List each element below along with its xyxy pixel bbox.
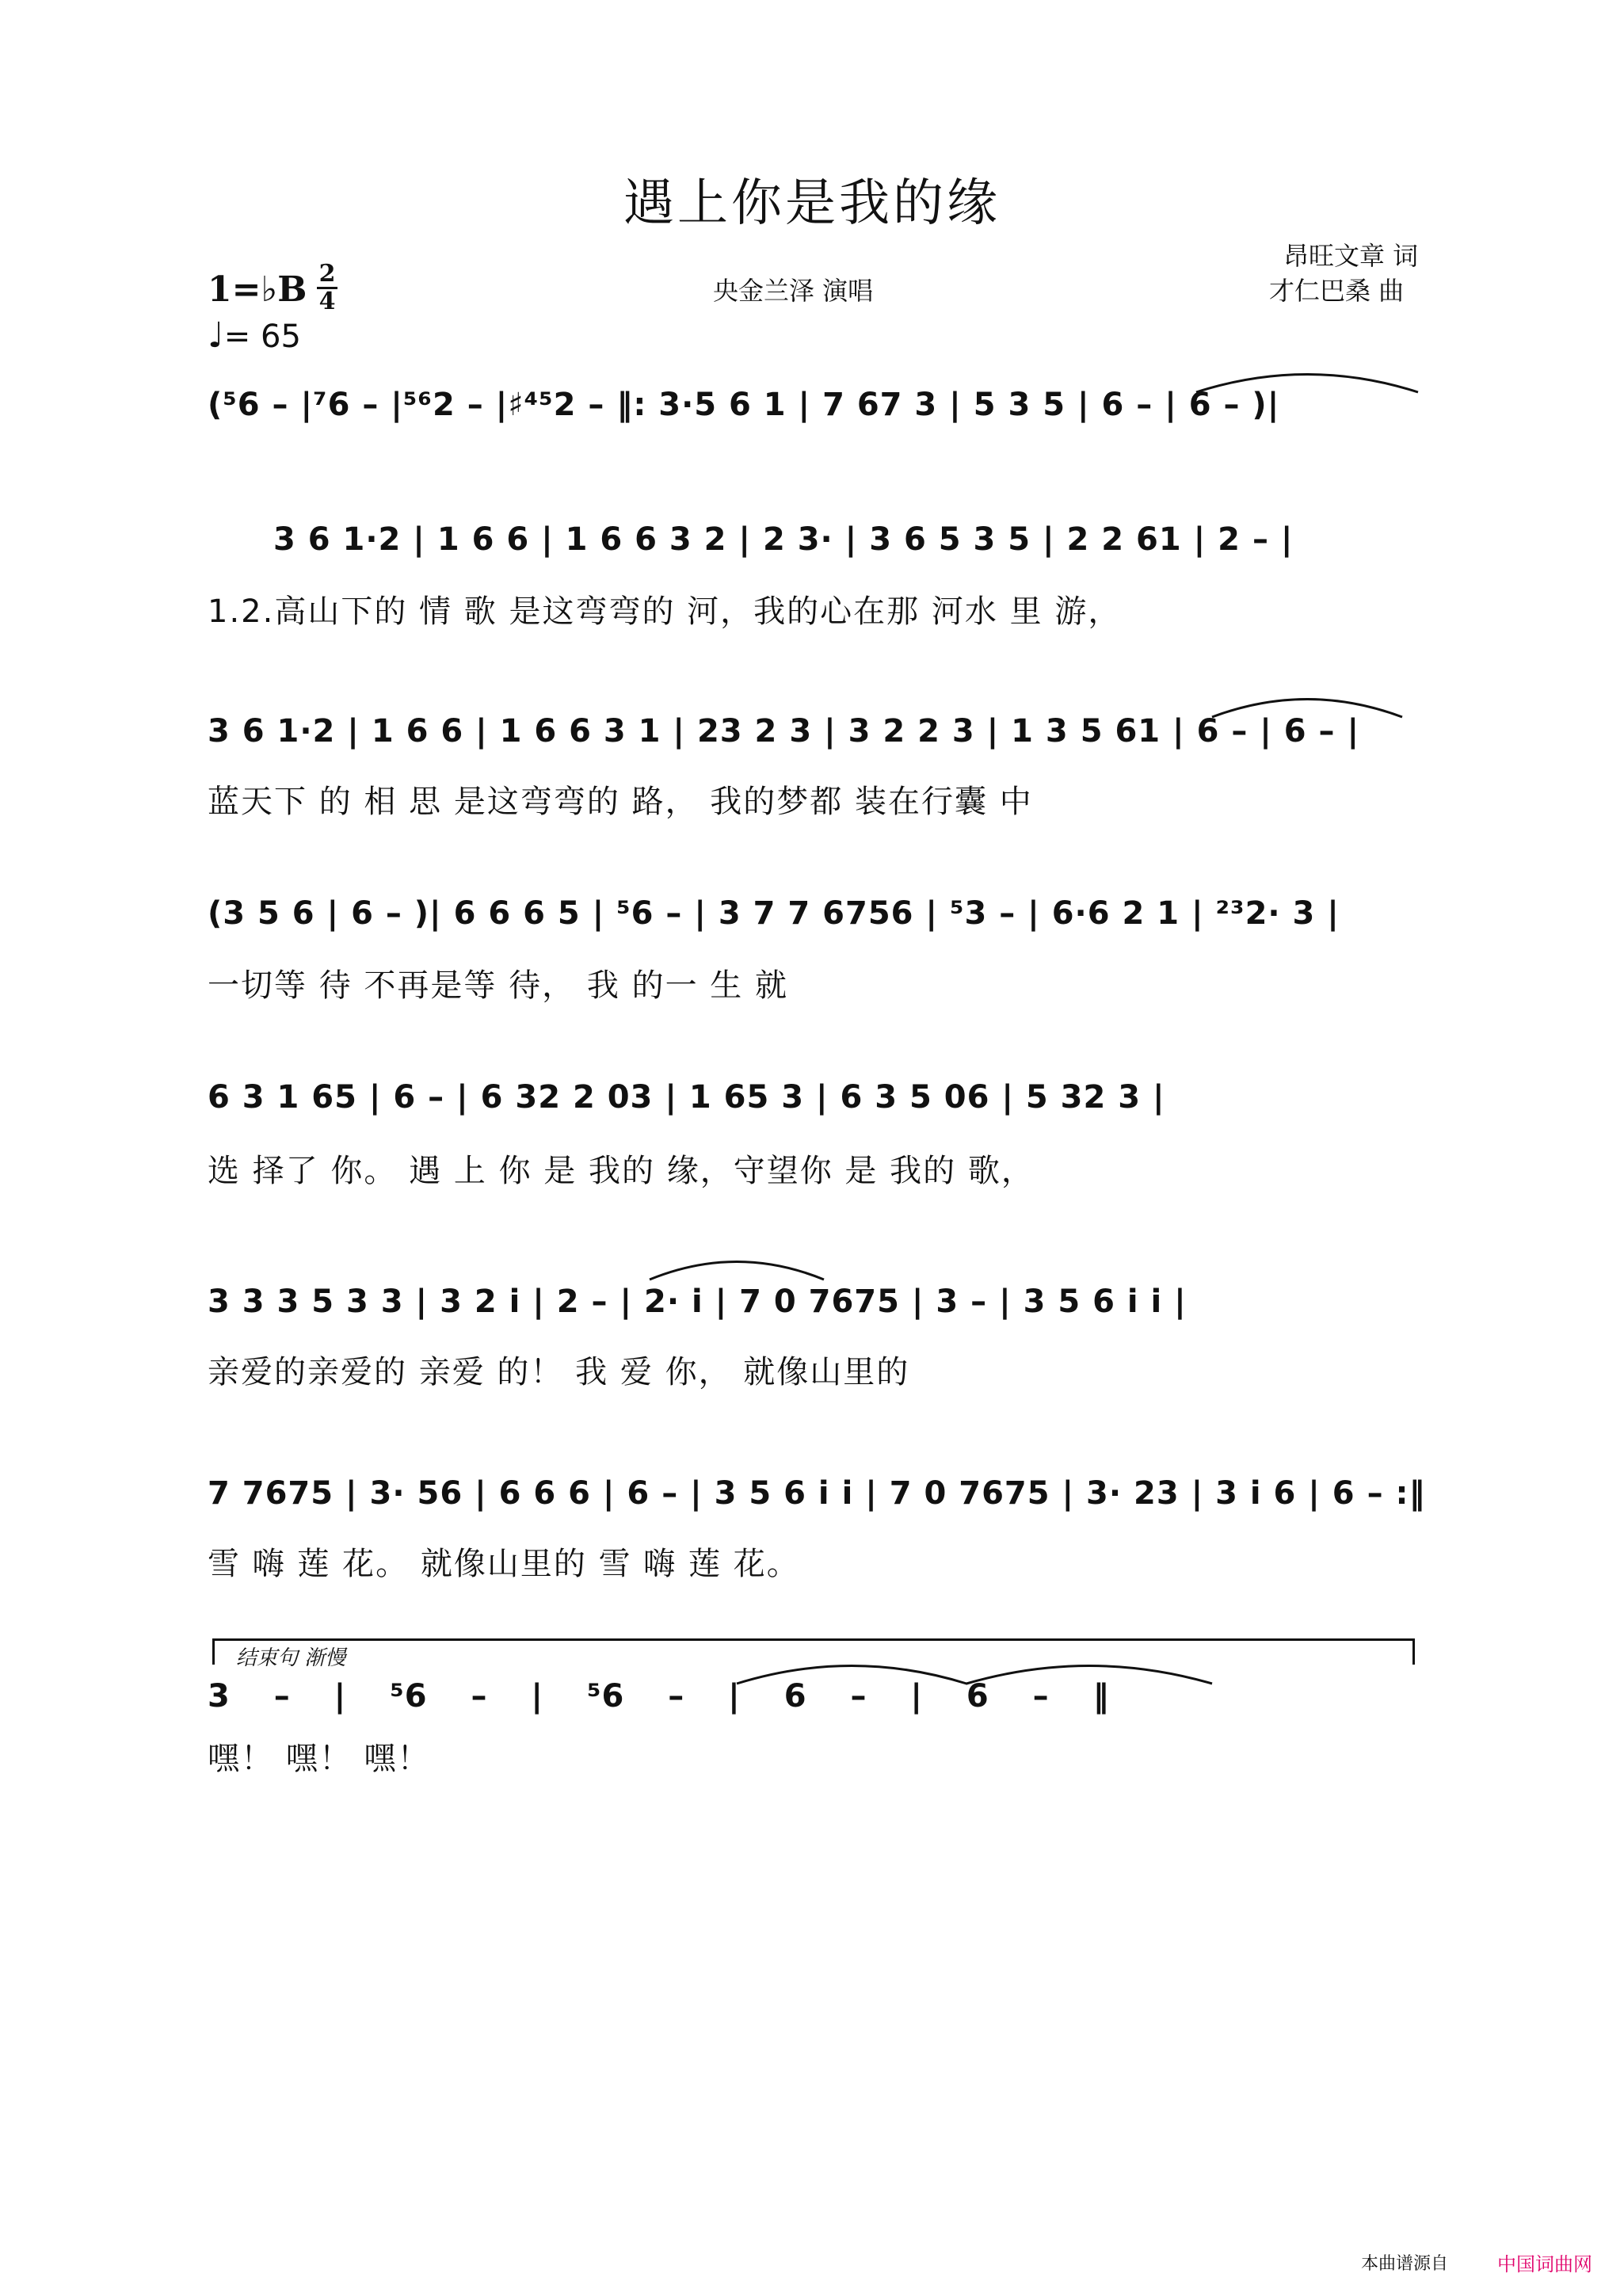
lyrics-row-3: 蓝天下 的 相 思 是这弯弯的 路， 我的梦都 装在行囊 中 — [208, 784, 1033, 820]
quarter-note-icon: ♩ — [208, 315, 224, 356]
lyrics-row-4: 一切等 待 不再是等 待， 我 的一 生 就 — [208, 967, 789, 1004]
notation-row-1: (⁵6 – |⁷6 – |⁵⁶2 – |♯⁴⁵2 – ‖: 3·5 6 1 | 7 67 3 | 5 3 5 | 6 – | 6 – )| — [208, 387, 1280, 423]
notation-row-2: 3 6 1·2 | 1 6 6 | 1 6 6 3 2 | 2 3· | 3 6 5 3 5 | 2 2 61 | 2 – | — [273, 521, 1294, 558]
lyricist-credit: 昂旺文章 词 — [1283, 241, 1419, 271]
footer-source: 本曲谱源自 — [1361, 2254, 1449, 2274]
time-signature-bottom: 4 — [318, 288, 336, 315]
notation-row-5: 6 3 1 65 | 6 – | 6 32 2 03 | 1 65 3 | 6 3 5 06 | 5 32 3 | — [208, 1079, 1165, 1116]
song-title: 遇上你是我的缘 — [623, 174, 1001, 233]
tie-arc — [642, 1252, 832, 1284]
tie-arc — [729, 1656, 1220, 1688]
lyrics-row-2: 1.2.高山下的 情 歌 是这弯弯的 河，我的心在那 河水 里 游， — [208, 593, 1122, 630]
lyrics-row-5: 选 择了 你。 遇 上 你 是 我的 缘，守望你 是 我的 歌， — [208, 1153, 1035, 1189]
lyrics-row-6: 亲爱的亲爱的 亲爱 的！ 我 爱 你， 就像山里的 — [208, 1354, 910, 1390]
composer-credit: 才仁巴桑 曲 — [1269, 276, 1405, 306]
tempo-marking — [208, 315, 301, 356]
notation-row-3: 3 6 1·2 | 1 6 6 | 1 6 6 3 1 | 23 2 3 | 3 2 2 3 | 1 3 5 61 | 6 – | 6 – | — [208, 713, 1360, 750]
notation-row-ending: 3 – | ⁵6 – | ⁵6 – | 6 – | 6 – ‖ — [208, 1678, 1110, 1715]
notation-row-6: 3 3 3 5 3 3 | 3 2 i | 2 – | 2· i | 7 0 7675 | 3 – | 3 5 6 i i | — [208, 1284, 1187, 1320]
tempo-value: = 65 — [223, 319, 301, 355]
ending-label: 结束句 渐慢 — [236, 1646, 346, 1670]
lyrics-row-ending: 嘿！ 嘿！ 嘿！ — [208, 1741, 431, 1777]
footer-site-link[interactable]: 中国词曲网 — [1497, 2253, 1592, 2275]
notation-row-7: 7 7675 | 3· 56 | 6 6 6 | 6 – | 3 5 6 i i | 7 0 7675 | 3· 23 | 3 i 6 | 6 – :‖ — [208, 1475, 1426, 1512]
time-signature — [317, 261, 337, 315]
key-signature: 1=♭B — [208, 269, 307, 310]
tie-arc — [1204, 689, 1410, 721]
time-signature-top: 2 — [318, 260, 336, 288]
singer-credit: 央金兰泽 演唱 — [713, 276, 874, 306]
tie-arc — [1188, 364, 1426, 396]
notation-row-4: (3 5 6 | 6 – )| 6 6 6 5 | ⁵6 – | 3 7 7 6756 | ⁵3 – | 6·6 2 1 | ²³2· 3 | — [208, 895, 1340, 932]
lyrics-row-7: 雪 嗨 莲 花。 就像山里的 雪 嗨 莲 花。 — [208, 1546, 800, 1582]
